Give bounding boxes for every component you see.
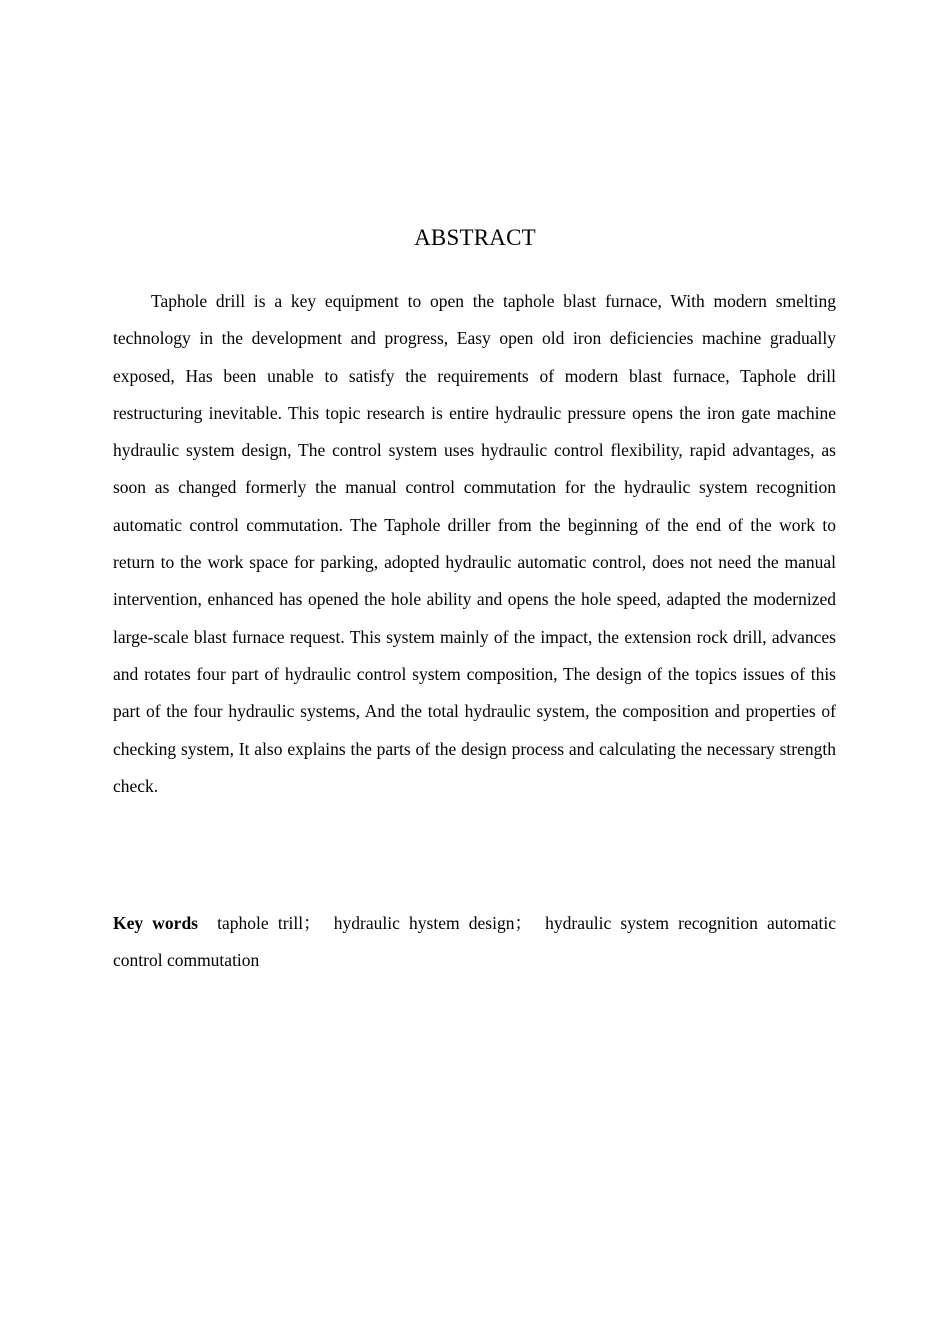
keyword-item: hydraulic system recognition automatic control commutation	[113, 913, 837, 971]
keyword-item: taphole trill	[217, 913, 304, 933]
keywords-label: Key words	[113, 913, 198, 933]
abstract-paragraph: Taphole drill is a key equipment to open the taphole blast furnace, With modern smelting technology in the development and progress, Easy open old iron deficiencies machine gradually exposed, Has been unable to satisfy the requirements of modern blast furnace, Taphole drill restructuring inevitable. This topic research is entire hydraulic pressure opens the iron gate machine hydraulic system design, The control system uses hydraulic control flexibility, rapid advantages, as soon as changed formerly the manual control commutation for the hydraulic system recognition automatic control commutation. The Taphole driller from the beginning of the end of the work to return to the work space for parking, adopted hydraulic automatic control, does not need the manual intervention, enhanced has opened the hole ability and opens the hole speed, adapted the modernized large-scale blast furnace request. This system mainly of the impact, the extension rock drill, advances and rotates four part of hydraulic control system composition, The design of the topics issues of this part of the four hydraulic systems, And the total hydraulic system, the composition and properties of checking system, It also explains the parts of the design process and calculating the necessary strength check.	[113, 291, 836, 796]
page-title: ABSTRACT	[414, 225, 536, 250]
keyword-separator: ；	[303, 913, 321, 933]
keywords-line	[113, 905, 836, 980]
keyword-item: hydraulic hystem design	[333, 913, 515, 933]
keyword-separator: ；	[514, 913, 532, 933]
